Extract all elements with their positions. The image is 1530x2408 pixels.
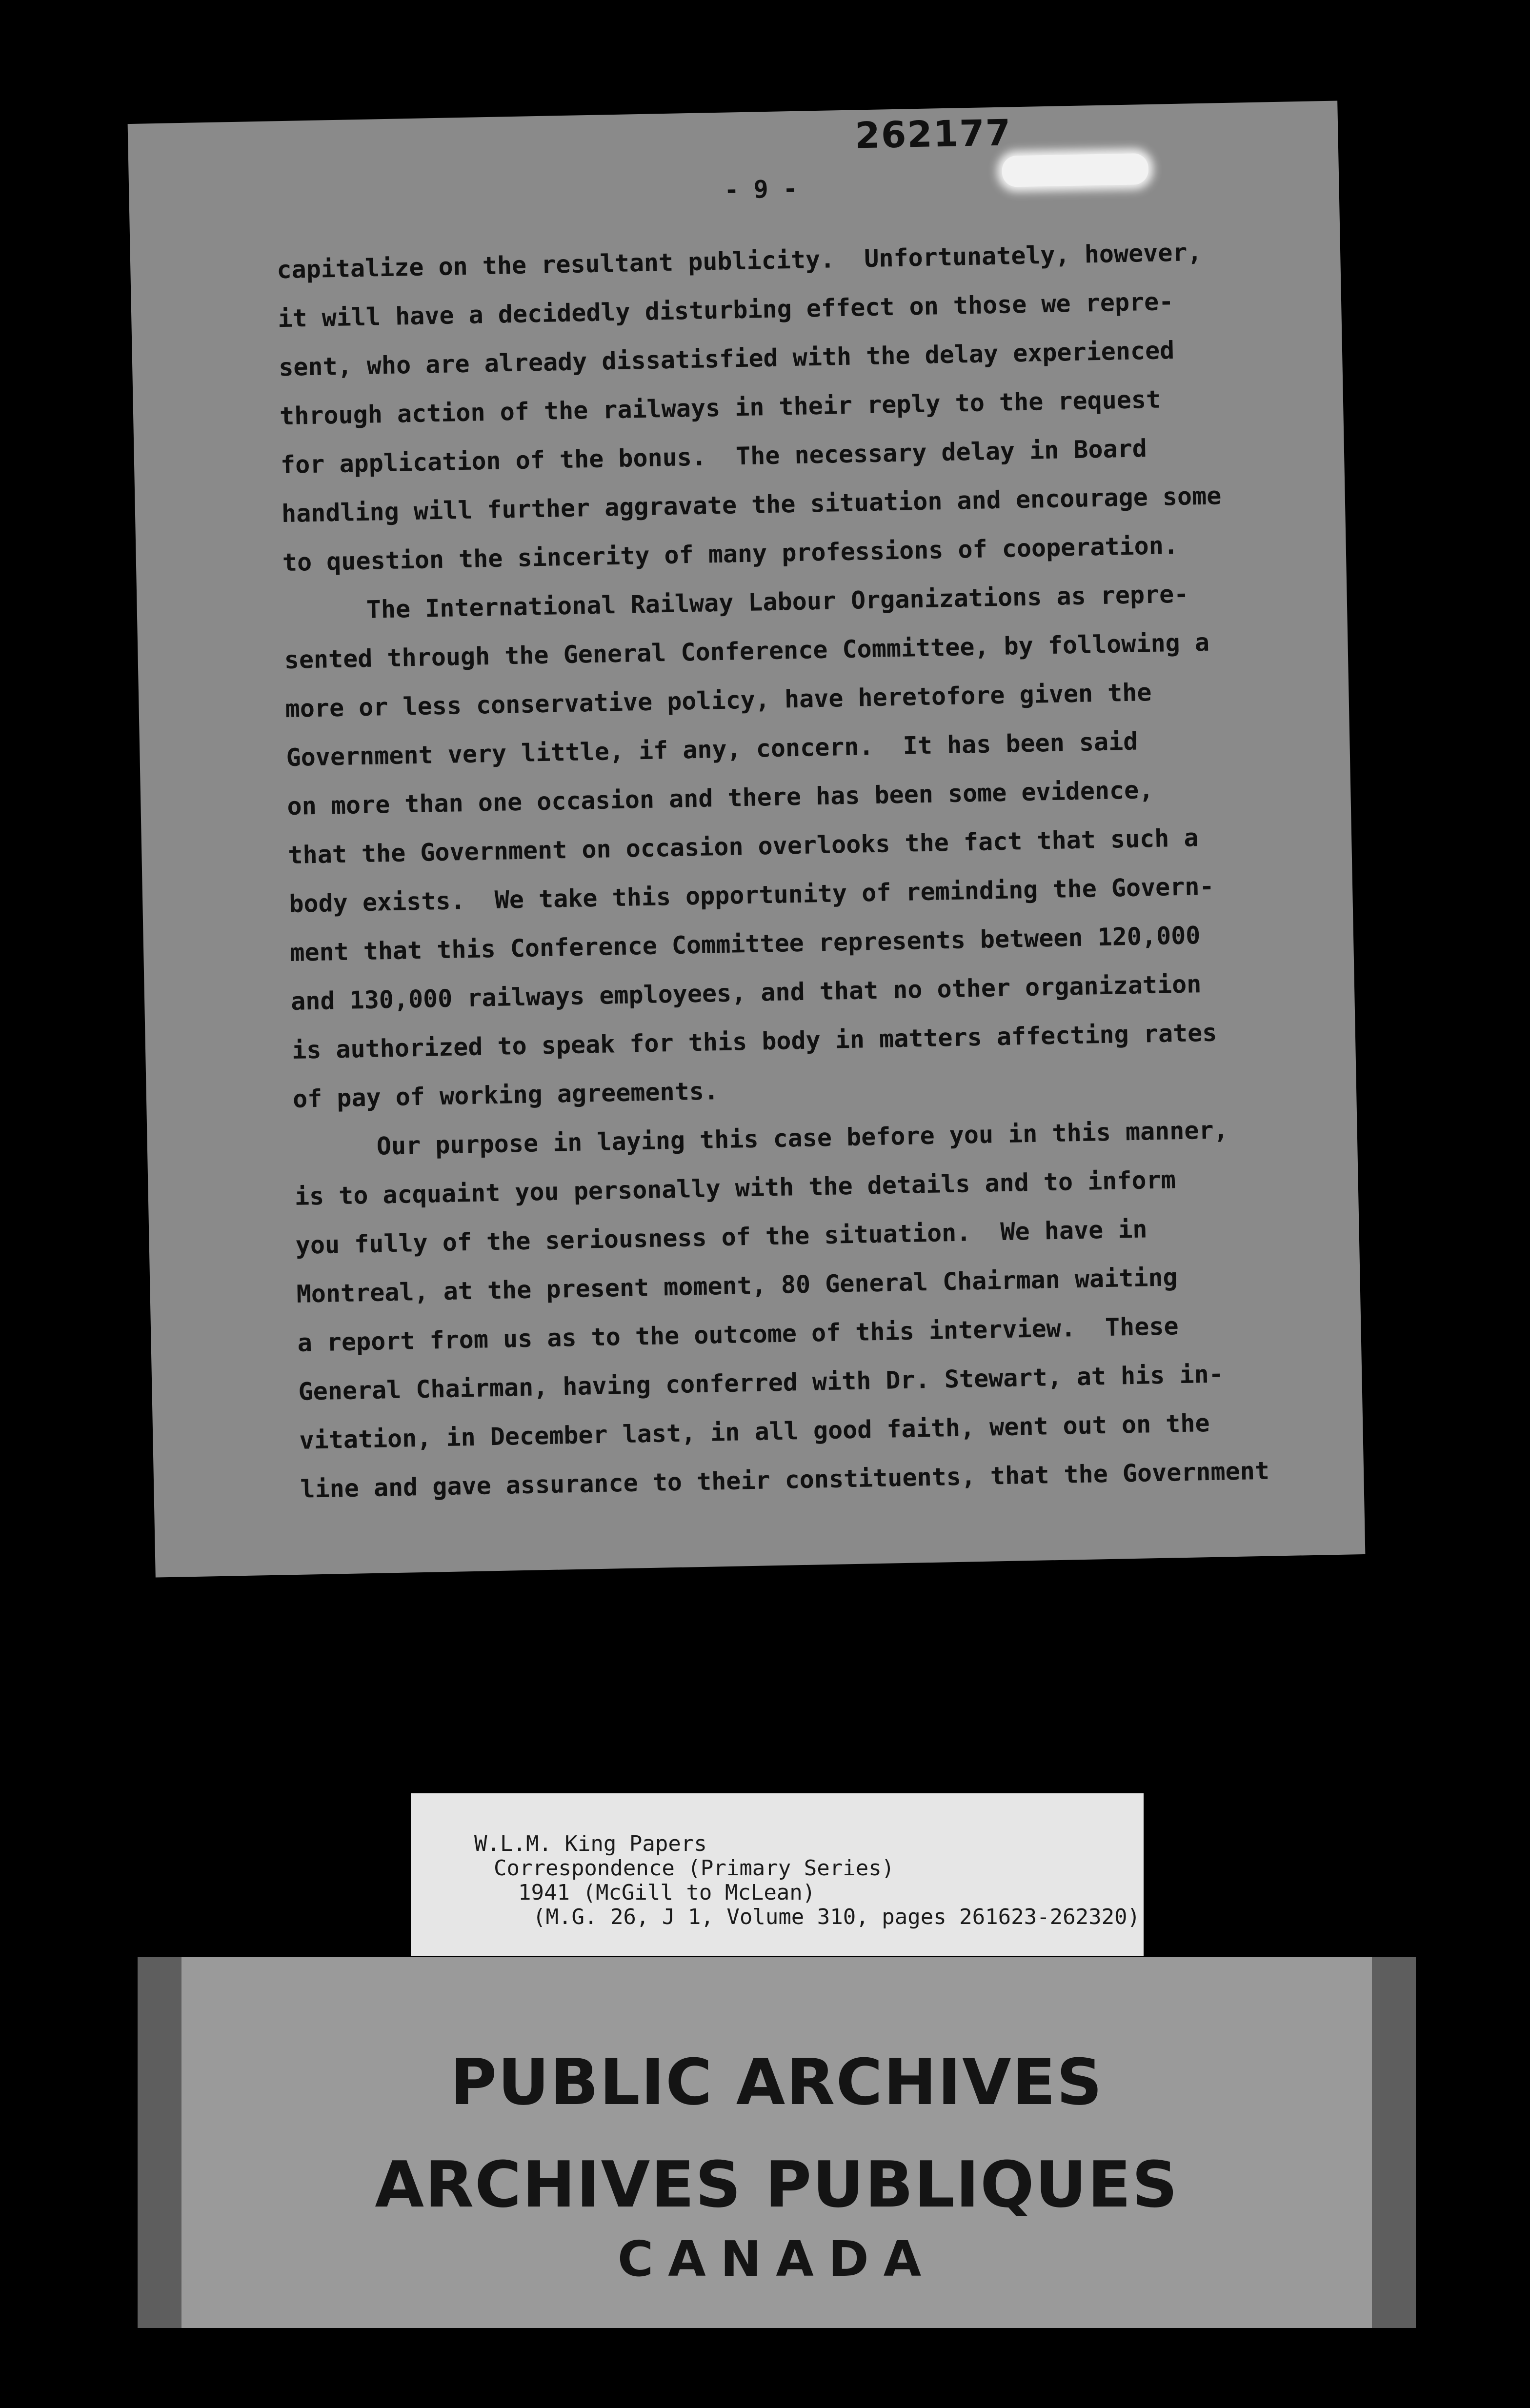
letter-body — [276, 226, 1315, 1513]
label-series: Correspondence (Primary Series) — [494, 1856, 895, 1881]
text-line: of pay of working agreements. — [292, 1077, 719, 1113]
stamp-canada: CANADA — [617, 2230, 936, 2288]
stamp-archives-publiques: ARCHIVES PUBLIQUES — [375, 2147, 1179, 2222]
label-year-range: 1941 (McGill to McLean) — [518, 1880, 816, 1905]
text-line: to question the sincerity of many professions of cooperation. — [282, 531, 1179, 577]
text-line: handling will further aggravate the situation and encourage some — [281, 482, 1222, 528]
text-line: body exists. We take this opportunity of reminding the Govern- — [288, 872, 1215, 919]
text-line: Our purpose in laying this case before you in this manner, — [376, 1116, 1229, 1161]
text-line: more or less conservative policy, have heretofore given the — [285, 678, 1152, 723]
document-number: 262177 — [854, 112, 1012, 157]
page-number: - 9 - — [724, 174, 798, 204]
text-line: through action of the railways in their reply to the request — [279, 385, 1161, 431]
text-line: capitalize on the resultant publicity. Unfortunately, however, — [276, 238, 1203, 284]
text-line: Montreal, at the present moment, 80 General Chairman waiting — [296, 1263, 1178, 1308]
document-page — [128, 100, 1366, 1577]
text-line: sented through the General Conference Committee, by following a — [284, 628, 1210, 675]
text-line: and 130,000 railways employees, and that no other organization — [290, 970, 1202, 1016]
label-collection: W.L.M. King Papers — [474, 1831, 707, 1856]
text-line: line and gave assurance to their constituents, that the Government — [300, 1456, 1270, 1504]
text-line: The International Railway Labour Organizations as repre- — [366, 580, 1189, 624]
text-line: ment that this Conference Committee represents between 120,000 — [289, 921, 1201, 967]
text-line: that the Government on occasion overlooks the fact that such a — [287, 823, 1199, 870]
text-line: on more than one occasion and there has been some evidence, — [286, 775, 1154, 821]
text-line: is authorized to speak for this body in matters affecting rates — [291, 1018, 1217, 1064]
redaction-mark — [1002, 153, 1148, 187]
text-line: you fully of the seriousness of the situation. We have in — [295, 1215, 1148, 1260]
archive-label-card — [411, 1793, 1144, 1956]
text-line: for application of the bonus. The necessary delay in Board — [280, 434, 1148, 480]
archives-stamp — [181, 1957, 1372, 2328]
text-line: is to acquaint you personally with the details and to inform — [294, 1165, 1176, 1211]
text-line: Government very little, if any, concern. It has been said — [286, 727, 1138, 772]
text-line: sent, who are already dissatisfied with the delay experienced — [278, 336, 1175, 382]
stamp-public-archives: PUBLIC ARCHIVES — [450, 2045, 1104, 2119]
text-line: a report from us as to the outcome of this interview. These — [297, 1312, 1179, 1357]
text-line: vitation, in December last, in all good faith, went out on the — [299, 1408, 1210, 1455]
label-reference: (M.G. 26, J 1, Volume 310, pages 261623-262320) — [533, 1905, 1141, 1929]
text-line: General Chairman, having conferred with Dr. Stewart, at his in- — [298, 1360, 1224, 1406]
text-line: it will have a decidedly disturbing effect on those we repre- — [277, 287, 1174, 333]
